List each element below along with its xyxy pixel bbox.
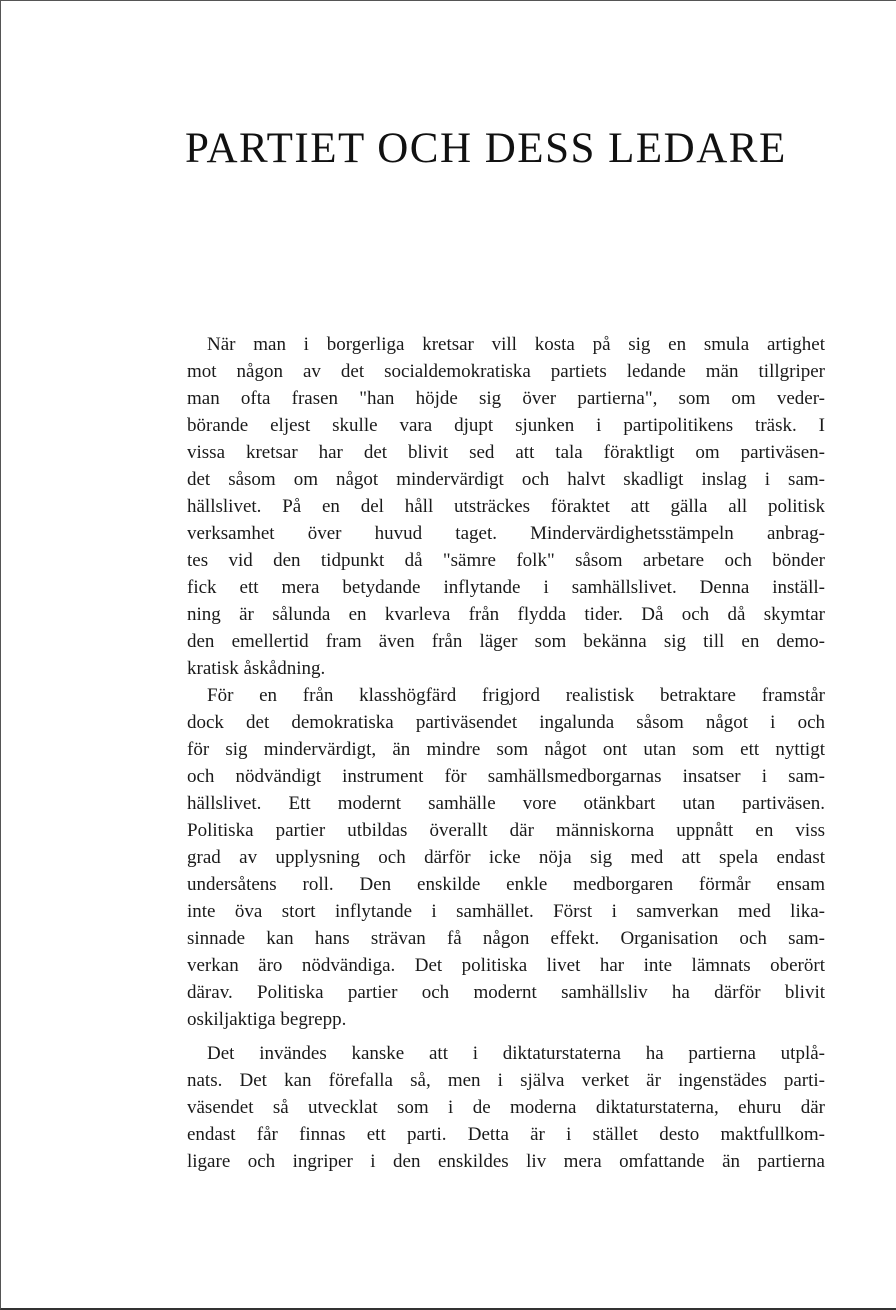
text-line: för sig mindervärdigt, än mindre som något ont utan som ett nyttigt xyxy=(187,739,825,760)
paragraph-3 xyxy=(187,1040,825,1175)
text-line: För en från klasshögfärd frigjord realistisk betraktare framstår xyxy=(207,685,825,706)
text-line: ning är sålunda en kvarleva från flydda tider. Då och då skymtar xyxy=(187,604,825,625)
text-line: mot någon av det socialdemokratiska partiets ledande män tillgriper xyxy=(187,361,825,382)
text-line: endast får finnas ett parti. Detta är i stället desto maktfullkom- xyxy=(187,1124,825,1145)
text-line: kratisk åskådning. xyxy=(187,658,326,679)
text-line: nats. Det kan förefalla så, men i själva verket är ingenstädes parti- xyxy=(187,1070,825,1091)
text-line: fick ett mera betydande inflytande i samhällslivet. Denna inställ- xyxy=(187,577,825,598)
text-line: börande eljest skulle vara djupt sjunken i partipolitikens träsk. I xyxy=(187,415,825,436)
chapter-title: PARTIET OCH DESS LEDARE xyxy=(185,125,787,172)
text-line: ligare och ingriper i den enskildes liv mera omfattande än partierna xyxy=(187,1151,825,1172)
text-line: Det invändes kanske att i diktaturstaterna ha partierna utplå- xyxy=(207,1043,825,1064)
text-line: och nödvändigt instrument för samhällsmedborgarnas insatser i sam- xyxy=(187,766,825,787)
text-line: den emellertid fram även från läger som bekänna sig till en demo- xyxy=(187,631,825,652)
text-line: sinnade kan hans strävan få någon effekt. Organisation och sam- xyxy=(187,928,825,949)
text-line: tes vid den tidpunkt då "sämre folk" såsom arbetare och bönder xyxy=(187,550,825,571)
text-line: verksamhet över huvud taget. Mindervärdighetsstämpeln anbrag- xyxy=(187,523,825,544)
text-line: oskiljaktiga begrepp. xyxy=(187,1009,347,1030)
text-line: därav. Politiska partier och modernt samhällsliv ha därför blivit xyxy=(187,982,825,1003)
text-line: grad av upplysning och därför icke nöja sig med att spela endast xyxy=(187,847,825,868)
text-line: Politiska partier utbildas överallt där människorna uppnått en viss xyxy=(187,820,825,841)
text-line: det såsom om något mindervärdigt och halvt skadligt inslag i sam- xyxy=(187,469,825,490)
text-line: verkan äro nödvändiga. Det politiska livet har inte lämnats oberört xyxy=(187,955,825,976)
text-line: hällslivet. Ett modernt samhälle vore otänkbart utan partiväsen. xyxy=(187,793,825,814)
paragraph-1 xyxy=(187,331,825,682)
text-line: man ofta frasen "han höjde sig över partierna", som om veder- xyxy=(187,388,825,409)
text-line: vissa kretsar har det blivit sed att tala föraktligt om partiväsen- xyxy=(187,442,825,463)
body-text xyxy=(187,331,825,1175)
text-line: väsendet så utvecklat som i de moderna diktaturstaterna, ehuru där xyxy=(187,1097,825,1118)
text-line: När man i borgerliga kretsar vill kosta på sig en smula artighet xyxy=(207,334,825,355)
text-line: dock det demokratiska partiväsendet ingalunda såsom något i och xyxy=(187,712,825,733)
paragraph-spacer xyxy=(187,1033,825,1040)
text-line: undersåtens roll. Den enskilde enkle medborgaren förmår ensam xyxy=(187,874,825,895)
paragraph-2 xyxy=(187,682,825,1033)
text-line: hällslivet. På en del håll utsträckes föraktet att gälla all politisk xyxy=(187,496,825,517)
text-line: inte öva stort inflytande i samhället. Först i samverkan med lika- xyxy=(187,901,825,922)
